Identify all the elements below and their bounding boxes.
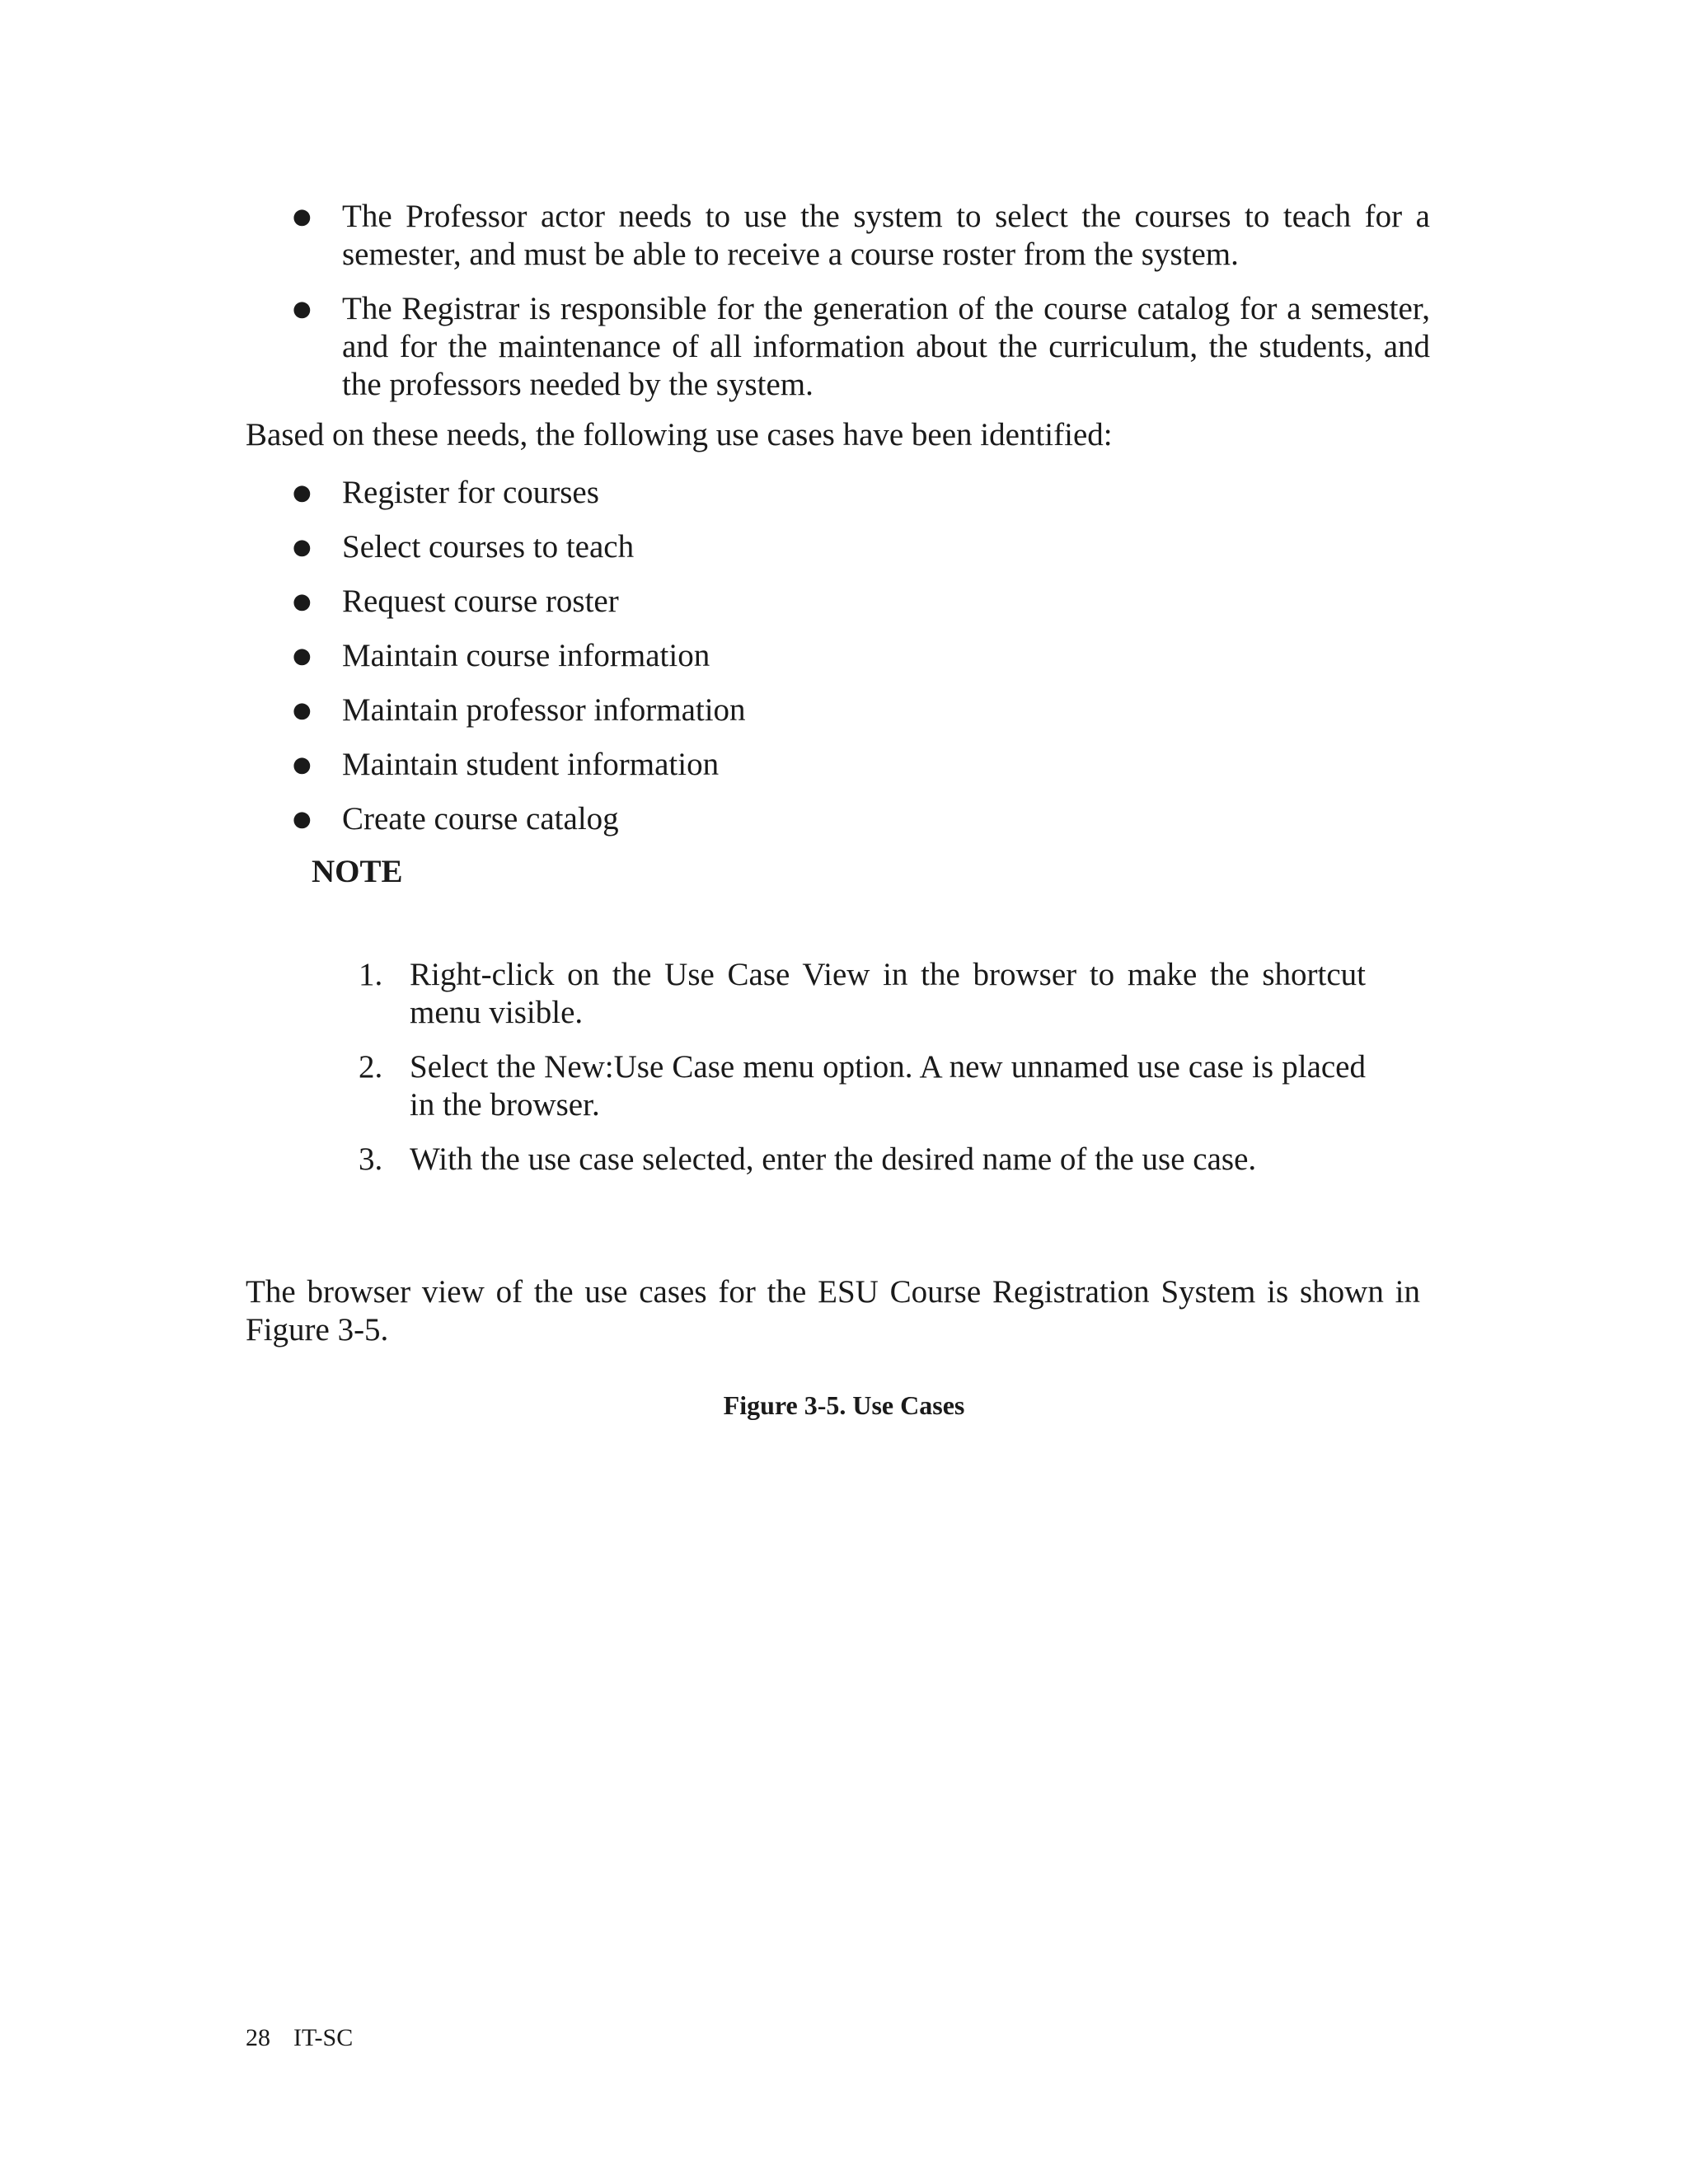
list-item-text: Maintain student information — [342, 747, 720, 782]
list-item — [293, 800, 1282, 838]
use-case-list — [293, 474, 1282, 855]
list-item-text: Request course roster — [342, 583, 619, 619]
figure-caption: Figure 3-5. Use Cases — [723, 1390, 965, 1420]
list-item-text: Maintain professor information — [342, 692, 746, 728]
page-number: 28 — [246, 2024, 270, 2051]
step-item — [359, 1141, 1366, 1179]
actor-needs-list — [293, 198, 1430, 420]
intro-paragraph: Based on these needs, the following use cases have been identified: — [246, 417, 1113, 452]
step-number: 1. — [359, 957, 383, 992]
step-number: 2. — [359, 1049, 383, 1085]
step-item — [359, 1048, 1366, 1124]
bullet-icon: ● — [293, 698, 312, 723]
step-item — [359, 956, 1366, 1032]
bullet-icon: ● — [293, 807, 312, 832]
list-item — [293, 290, 1430, 404]
list-item-text: Register for courses — [342, 475, 599, 510]
footer-label: IT-SC — [293, 2024, 354, 2051]
bullet-icon: ● — [293, 297, 312, 321]
list-item-text: Maintain course information — [342, 638, 710, 673]
bullet-icon: ● — [293, 589, 312, 614]
list-item — [293, 474, 1282, 512]
step-text: With the use case selected, enter the desired name of the use case. — [410, 1141, 1257, 1177]
page-footer — [246, 2023, 353, 2053]
list-item — [293, 691, 1282, 729]
step-text: Select the New:Use Case menu option. A new unnamed use case is placed in the browser. — [410, 1049, 1366, 1122]
bullet-icon: ● — [293, 204, 312, 229]
step-number: 3. — [359, 1141, 383, 1177]
list-item — [293, 637, 1282, 675]
list-item — [293, 583, 1282, 621]
list-item-text: Create course catalog — [342, 801, 619, 837]
list-item-text: Select courses to teach — [342, 529, 635, 565]
bullet-icon: ● — [293, 535, 312, 560]
bullet-icon: ● — [293, 644, 312, 668]
list-item — [293, 746, 1282, 784]
list-item-text: The Registrar is responsible for the generation of the course catalog for a semester, and for the maintenance of all information about the curriculum, the students, and the professors needed by the system. — [342, 291, 1430, 402]
list-item — [293, 198, 1430, 274]
note-heading: NOTE — [312, 854, 403, 889]
steps-list — [359, 956, 1366, 1195]
list-item — [293, 528, 1282, 566]
browser-view-paragraph: The browser view of the use cases for the ESU Course Registration System is shown in Figure 3-5. — [246, 1274, 1420, 1347]
list-item-text: The Professor actor needs to use the system to select the courses to teach for a semester, and must be able to receive a course roster from the system. — [342, 199, 1430, 272]
step-text: Right-click on the Use Case View in the browser to make the shortcut menu visible. — [410, 957, 1366, 1030]
bullet-icon: ● — [293, 752, 312, 777]
bullet-icon: ● — [293, 480, 312, 505]
